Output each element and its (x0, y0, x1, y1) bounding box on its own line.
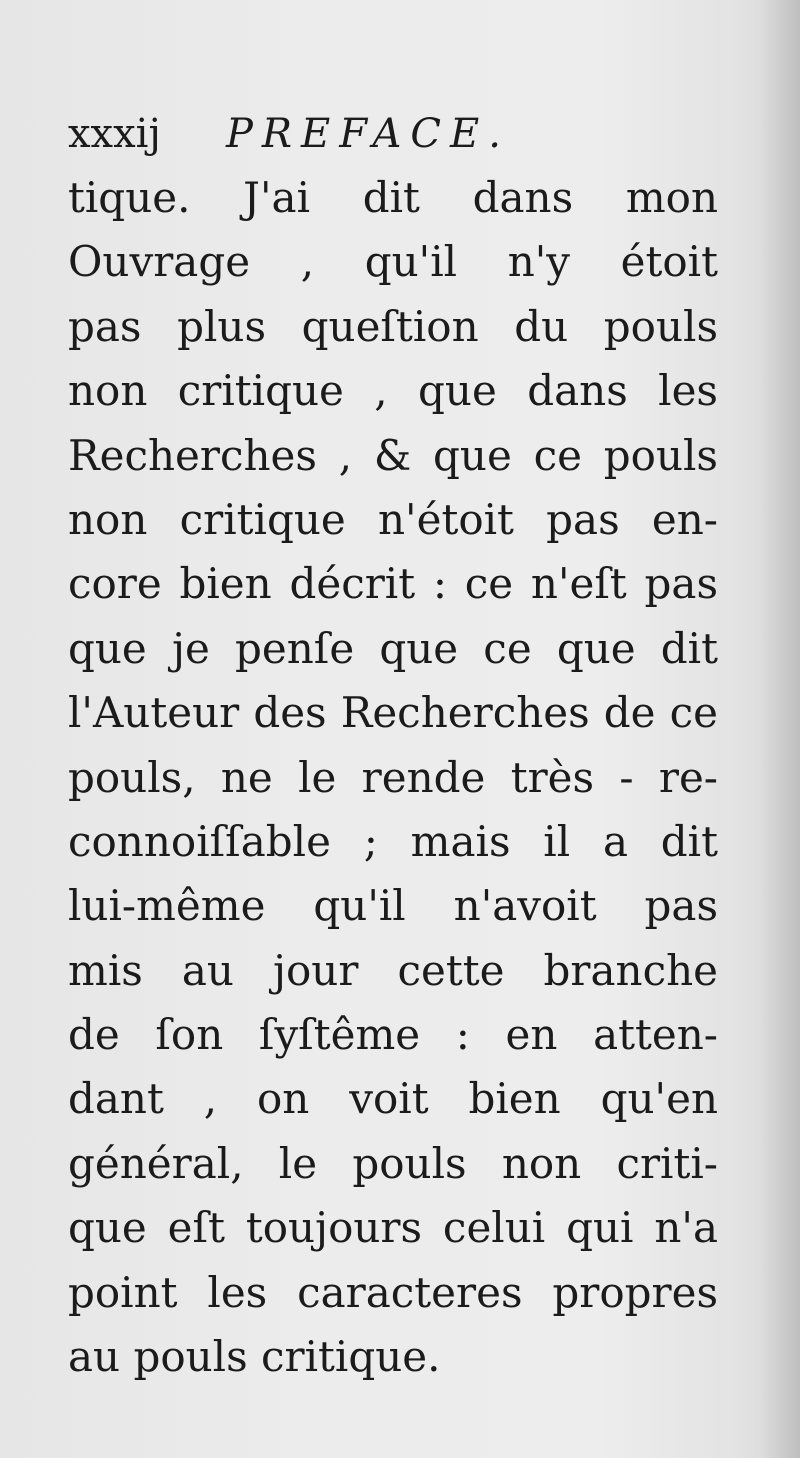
text-line: lui-même qu'il n'avoit pas (68, 881, 718, 931)
text-line: l'Auteur des Recherches de ce (68, 688, 718, 738)
text-line: non critique n'étoit pas en- (68, 494, 718, 544)
text-line: pas plus queſtion du pouls (68, 301, 718, 351)
text-line: dant , on voit bien qu'en (68, 1074, 718, 1124)
text-line: non critique , que dans les (68, 366, 718, 416)
page-header (68, 104, 728, 164)
page-number: xxxij (68, 111, 161, 157)
running-head: PREFACE. (226, 111, 510, 157)
body-text (68, 166, 718, 1389)
text-line: point les caracteres propres (68, 1267, 718, 1317)
text-line: général, le pouls non criti- (68, 1138, 718, 1188)
text-line: mis au jour cette branche (68, 945, 718, 995)
text-line: de ſon ſyſtême : en atten- (68, 1010, 718, 1060)
text-line: au pouls critique. (68, 1332, 441, 1382)
page-edge-shadow (760, 0, 800, 1458)
text-line: que je penſe que ce que dit (68, 623, 718, 673)
text-line: tique. J'ai dit dans mon (68, 173, 718, 222)
text-line: connoiſſable ; mais il a dit (68, 816, 718, 866)
text-line: Recherches , & que ce pouls (68, 430, 718, 480)
text-line: Ouvrage , qu'il n'y étoit (68, 237, 718, 287)
text-line: pouls, ne le rende très - re- (68, 752, 718, 802)
text-line: que eſt toujours celui qui n'a (68, 1203, 718, 1253)
text-line: core bien décrit : ce n'eſt pas (68, 559, 718, 609)
